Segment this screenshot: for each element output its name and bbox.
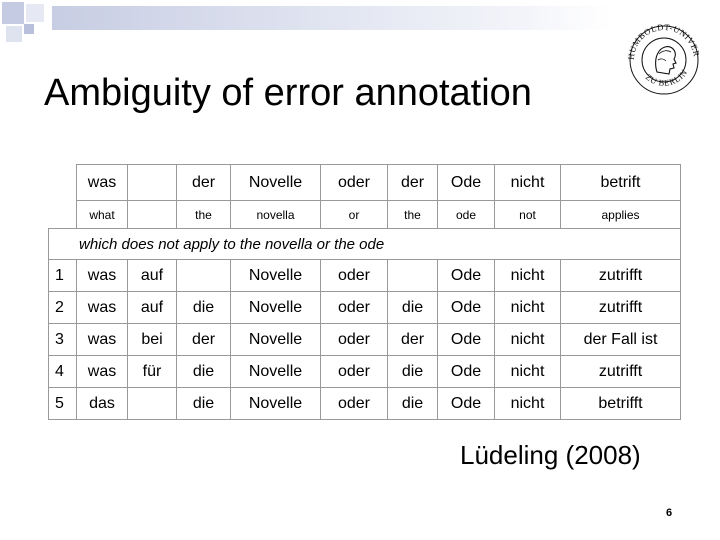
table-cell: oder — [321, 388, 388, 420]
decor-square-1 — [2, 2, 24, 24]
gloss-cell: applies — [561, 201, 681, 229]
table-row — [49, 292, 681, 324]
gloss-cell: the — [388, 201, 438, 229]
table-cell — [128, 388, 177, 420]
annotation-table — [48, 164, 681, 420]
seal-text-top: HUMBOLDT-UNIVER — [625, 21, 702, 61]
table-cell: nicht — [495, 356, 561, 388]
citation: Lüdeling (2008) — [460, 440, 641, 470]
token-cell: betrift — [561, 165, 681, 201]
gloss-cell: the — [177, 201, 231, 229]
row-number: 1 — [49, 260, 77, 292]
token-cell: der — [388, 165, 438, 201]
token-row-spacer — [49, 165, 77, 201]
table-cell: oder — [321, 260, 388, 292]
table-cell: zutrifft — [561, 356, 681, 388]
table-cell: was — [77, 292, 128, 324]
table-cell: auf — [128, 292, 177, 324]
table-cell: nicht — [495, 260, 561, 292]
table-cell: zutrifft — [561, 292, 681, 324]
table-row — [49, 356, 681, 388]
token-row — [49, 165, 681, 201]
header-gradient-bar — [52, 6, 612, 30]
table-cell: was — [77, 356, 128, 388]
row-number: 2 — [49, 292, 77, 324]
table-cell: für — [128, 356, 177, 388]
table-cell: die — [177, 292, 231, 324]
table-cell: Ode — [438, 324, 495, 356]
gloss-cell: or — [321, 201, 388, 229]
table-row — [49, 388, 681, 420]
page-number: 6 — [666, 507, 673, 519]
table-cell: nicht — [495, 324, 561, 356]
table-cell: bei — [128, 324, 177, 356]
table-cell: betrifft — [561, 388, 681, 420]
table-cell: der Fall ist — [561, 324, 681, 356]
row-number: 3 — [49, 324, 77, 356]
table-cell: die — [388, 292, 438, 324]
slide-title: Ambiguity of error annotation — [44, 72, 532, 114]
gloss-cell — [128, 201, 177, 229]
svg-text:ZU BERLIN — [644, 67, 690, 88]
token-cell — [128, 165, 177, 201]
table-cell — [177, 260, 231, 292]
table-cell: Ode — [438, 388, 495, 420]
table-cell: was — [77, 260, 128, 292]
decor-square-4 — [24, 24, 34, 34]
table-row — [49, 324, 681, 356]
gloss-cell: not — [495, 201, 561, 229]
table-cell: die — [177, 388, 231, 420]
table-cell: auf — [128, 260, 177, 292]
table-cell: was — [77, 324, 128, 356]
table-cell: der — [388, 324, 438, 356]
token-cell: nicht — [495, 165, 561, 201]
row-number: 5 — [49, 388, 77, 420]
table-cell: Novelle — [231, 324, 321, 356]
table-cell: Ode — [438, 292, 495, 324]
token-cell: was — [77, 165, 128, 201]
table-cell: oder — [321, 356, 388, 388]
table-cell: Novelle — [231, 356, 321, 388]
decor-square-2 — [26, 4, 44, 22]
table-cell: die — [388, 388, 438, 420]
table-cell: Novelle — [231, 388, 321, 420]
table-cell: nicht — [495, 388, 561, 420]
gloss-cell: what — [77, 201, 128, 229]
table-cell — [388, 260, 438, 292]
gloss-row — [49, 201, 681, 229]
humboldt-university-seal-icon — [624, 8, 704, 120]
seal-text-bottom: ZU BERLIN — [643, 67, 690, 88]
table-cell: die — [388, 356, 438, 388]
table-cell: Ode — [438, 356, 495, 388]
svg-text:HUMBOLDT-UNIVERSITÄT — [624, 8, 702, 60]
table-cell: das — [77, 388, 128, 420]
gloss-cell: novella — [231, 201, 321, 229]
table-cell: oder — [321, 324, 388, 356]
table-cell: die — [177, 356, 231, 388]
table-cell: nicht — [495, 292, 561, 324]
translation-row — [49, 229, 681, 260]
translation-cell: which does not apply to the novella or the ode — [49, 229, 681, 260]
table-cell: oder — [321, 292, 388, 324]
table-cell: Novelle — [231, 260, 321, 292]
gloss-row-spacer — [49, 201, 77, 229]
decor-square-3 — [6, 26, 22, 42]
table-row — [49, 260, 681, 292]
token-cell: Novelle — [231, 165, 321, 201]
token-cell: oder — [321, 165, 388, 201]
table-cell: der — [177, 324, 231, 356]
gloss-cell: ode — [438, 201, 495, 229]
table-cell: zutrifft — [561, 260, 681, 292]
table-cell: Novelle — [231, 292, 321, 324]
token-cell: Ode — [438, 165, 495, 201]
row-number: 4 — [49, 356, 77, 388]
token-cell: der — [177, 165, 231, 201]
table-cell: Ode — [438, 260, 495, 292]
